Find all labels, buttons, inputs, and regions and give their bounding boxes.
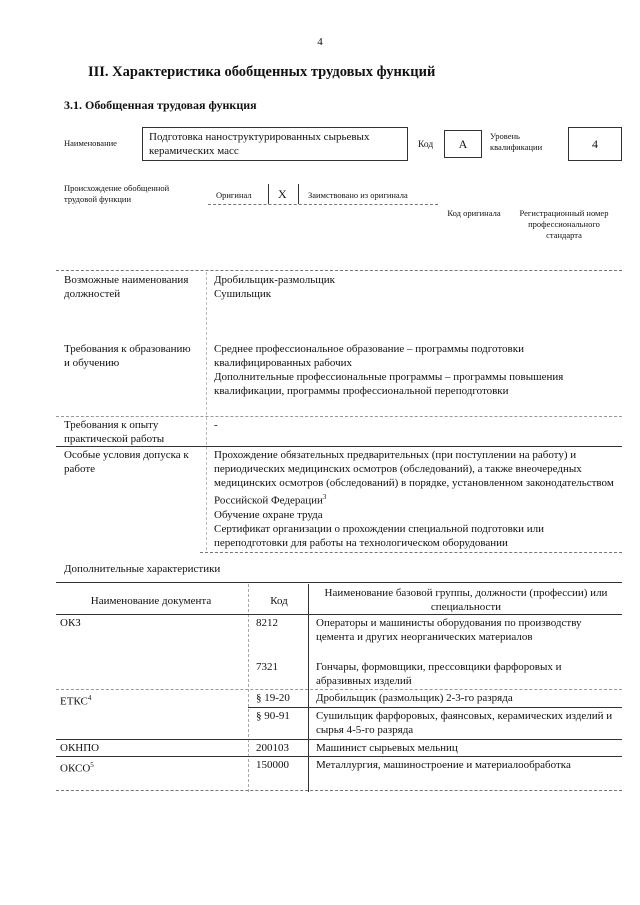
- req-value-education: [214, 342, 614, 398]
- table-row-rule: [56, 689, 622, 690]
- table-row-code: 7321: [256, 661, 278, 673]
- req-label-conditions: Особые условия допуска к работе: [64, 449, 189, 475]
- origin-sep-2: [298, 184, 299, 204]
- req-label-education: Требования к образованию и обучению: [64, 343, 191, 369]
- origin-label: Происхождение обобщенной трудовой функции: [64, 183, 170, 204]
- table-row-code: § 90-91: [256, 710, 290, 722]
- level-value-box: [568, 127, 622, 161]
- table-row-name: Дробильщик (размольщик) 2-3-го разряда: [316, 692, 513, 704]
- page-number: 4: [317, 36, 323, 48]
- table-row-name: Машинист сырьевых мельниц: [316, 742, 458, 754]
- reg-number-label: Регистрационный номер профессионального стандарта: [519, 208, 609, 240]
- req-conditions-3: Сертификат организации о прохождении специальной подготовки или переподготовки для работы на технологическом оборудовании: [214, 522, 545, 549]
- req-education-2: Дополнительные профессиональные программы – программы повышения квалификации, программы профессиональной переподготовки: [214, 371, 564, 397]
- level-value: 4: [592, 137, 598, 151]
- table-row-code: 150000: [256, 759, 289, 771]
- requirements-bottom-rule: [200, 552, 622, 553]
- req-position-2: Сушильщик: [214, 288, 272, 300]
- section-title: III. Характеристика обобщенных трудовых функций: [88, 64, 436, 80]
- additional-sep-2: [308, 584, 309, 792]
- table-row-doc: ОКЗ: [60, 617, 81, 629]
- table-row-rule: [56, 756, 622, 757]
- footnote-3: 3: [322, 493, 327, 501]
- additional-header-rule: [56, 614, 622, 615]
- req-value-positions: [214, 273, 614, 301]
- table-row-doc: ОКСО: [60, 762, 91, 775]
- table-row-name: Гончары, формовщики, прессовщики фарфоровых и абразивных изделий: [316, 661, 562, 687]
- origin-sep-1: [268, 184, 269, 204]
- requirements-col-sep: [206, 272, 207, 550]
- table-row-code: § 19-20: [256, 692, 290, 704]
- original-label: Оригинал: [216, 190, 252, 200]
- origin-divider: [208, 204, 438, 205]
- req-position-1: Дробильщик-размольщик: [214, 274, 335, 286]
- col-doc-header: Наименование документа: [90, 595, 212, 607]
- table-row-name: Операторы и машинисты оборудования по производству цемента и других неорганических материалов: [316, 617, 582, 643]
- req-label-experience: Требования к опыту практической работы: [64, 419, 165, 445]
- original-mark: X: [278, 187, 287, 201]
- table-row-doc: ЕТКС: [60, 695, 88, 708]
- col-code-header: Код: [270, 595, 288, 607]
- additional-top-rule: [56, 582, 622, 583]
- code-original-label: Код оригинала: [447, 208, 501, 218]
- name-value-box: [142, 127, 408, 161]
- name-value: Подготовка наноструктурированных сырьевых керамических масс: [149, 131, 370, 157]
- req-conditions-2: Обучение охране труда: [214, 508, 323, 521]
- table-row-rule: [56, 739, 622, 740]
- code-value: А: [458, 137, 468, 151]
- additional-title: Дополнительные характеристики: [64, 563, 221, 575]
- level-label: Уровень квалификации: [490, 131, 543, 152]
- req-conditions-1: Прохождение обязательных предварительных (при поступлении на работу) и периодических медицинских осмотров (обследований), а также внеочередных медицинских осмотров (обследований) в порядке, установленном законодательством Российской Федерации: [214, 449, 614, 507]
- footnote-5: 5: [90, 761, 94, 769]
- col-name-header: Наименование базовой группы, должности (профессии) или специальности: [324, 587, 608, 613]
- req-label-positions: Возможные наименования должностей: [64, 274, 189, 300]
- name-label: Наименование: [64, 138, 117, 148]
- subsection-title: 3.1. Обобщенная трудовая функция: [64, 98, 257, 112]
- table-row-name: Сушильщик фарфоровых, фаянсовых, керамических изделий и сырья 4-5-го разряда: [316, 710, 613, 736]
- borrowed-label: Заимствовано из оригинала: [308, 190, 408, 200]
- req-divider-3: [56, 416, 622, 417]
- additional-bottom-rule: [56, 790, 622, 791]
- requirements-top-rule: [56, 270, 622, 271]
- req-education-1: Среднее профессиональное образование – программы подготовки квалифицированных рабочих: [214, 343, 524, 369]
- additional-sep-1: [248, 584, 249, 792]
- req-divider-4: [56, 446, 622, 447]
- req-value-conditions: [214, 448, 614, 550]
- table-row-code: 8212: [256, 617, 278, 629]
- code-value-box: [444, 130, 482, 158]
- table-row-rule: [248, 707, 622, 708]
- code-label: Код: [418, 140, 434, 150]
- table-row-code: 200103: [256, 742, 289, 754]
- table-row-name: Металлургия, машиностроение и материалообработка: [316, 759, 571, 771]
- footnote-4: 4: [87, 694, 92, 702]
- req-value-experience: -: [214, 419, 218, 431]
- table-row-doc: ОКНПО: [60, 742, 100, 754]
